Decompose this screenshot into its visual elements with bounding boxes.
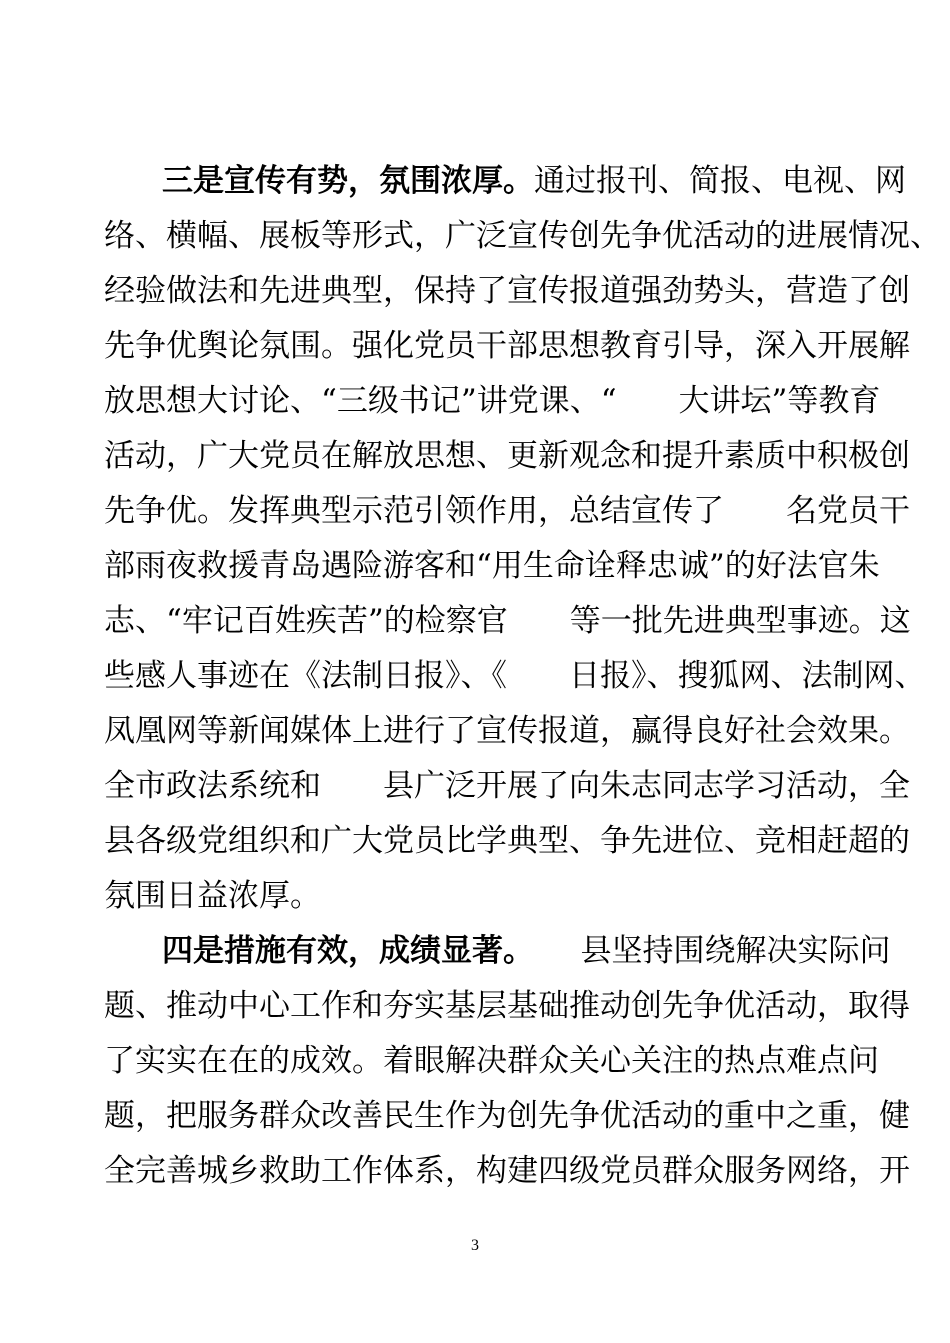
paragraph-1-line-9: 志、“牢记百姓疾苦”的检察官 等一批先进典型事迹。这 <box>104 603 911 639</box>
page-number: 3 <box>471 1237 479 1254</box>
paragraph-1-line-7: 先争优。发挥典型示范引领作用，总结宣传了 名党员干 <box>104 493 910 529</box>
paragraph-1-line-2: 络、横幅、展板等形式，广泛宣传创先争优活动的进展情况、 <box>104 218 941 254</box>
paragraph-2-line-3: 了实实在在的成效。着眼解决群众关心关注的热点难点问 <box>104 1043 879 1079</box>
paragraph-2-heading: 四是措施有效，成绩显著。 <box>162 933 519 969</box>
paragraph-2-line-4: 题，把服务群众改善民生作为创先争优活动的重中之重，健 <box>104 1098 910 1134</box>
paragraph-1-line-4: 先争优舆论氛围。强化党员干部思想教育引导，深入开展解 <box>104 328 910 364</box>
paragraph-2-line-2: 题、推动中心工作和夯实基层基础推动创先争优活动，取得 <box>104 988 910 1024</box>
paragraph-1-heading: 三是宣传有势，氛围浓厚。 <box>162 163 534 199</box>
paragraph-1-line-13: 县各级党组织和广大党员比学典型、争先进位、竞相赶超的 <box>104 823 910 859</box>
paragraph-1-line-10: 些感人事迹在《法制日报》、《 日报》、搜狐网、法制网、 <box>104 658 926 694</box>
paragraph-1-line-5: 放思想大讨论、“三级书记”讲党课、“ 大讲坛”等教育 <box>104 383 881 419</box>
paragraph-1-line-14: 氛围日益浓厚。 <box>104 878 321 914</box>
paragraph-1-line-12: 全市政法系统和 县广泛开展了向朱志同志学习活动，全 <box>104 768 910 804</box>
paragraph-1-line-6: 活动，广大党员在解放思想、更新观念和提升素质中积极创 <box>104 438 910 474</box>
paragraph-1-line-8: 部雨夜救援青岛遇险游客和“用生命诠释忠诚”的好法官朱 <box>104 548 880 584</box>
paragraph-1-line-3: 经验做法和先进典型，保持了宣传报道强劲势头，营造了创 <box>104 273 910 309</box>
paragraph-1-line-1: 三是宣传有势，氛围浓厚。通过报刊、简报、电视、网 <box>162 163 906 199</box>
paragraph-2-line-1: 四是措施有效，成绩显著。 县坚持围绕解决实际问 <box>162 933 891 969</box>
paragraph-2-line-5: 全完善城乡救助工作体系，构建四级党员群众服务网络，开 <box>104 1153 910 1189</box>
paragraph-1-line-11: 凤凰网等新闻媒体上进行了宣传报道，赢得良好社会效果。 <box>104 713 910 749</box>
